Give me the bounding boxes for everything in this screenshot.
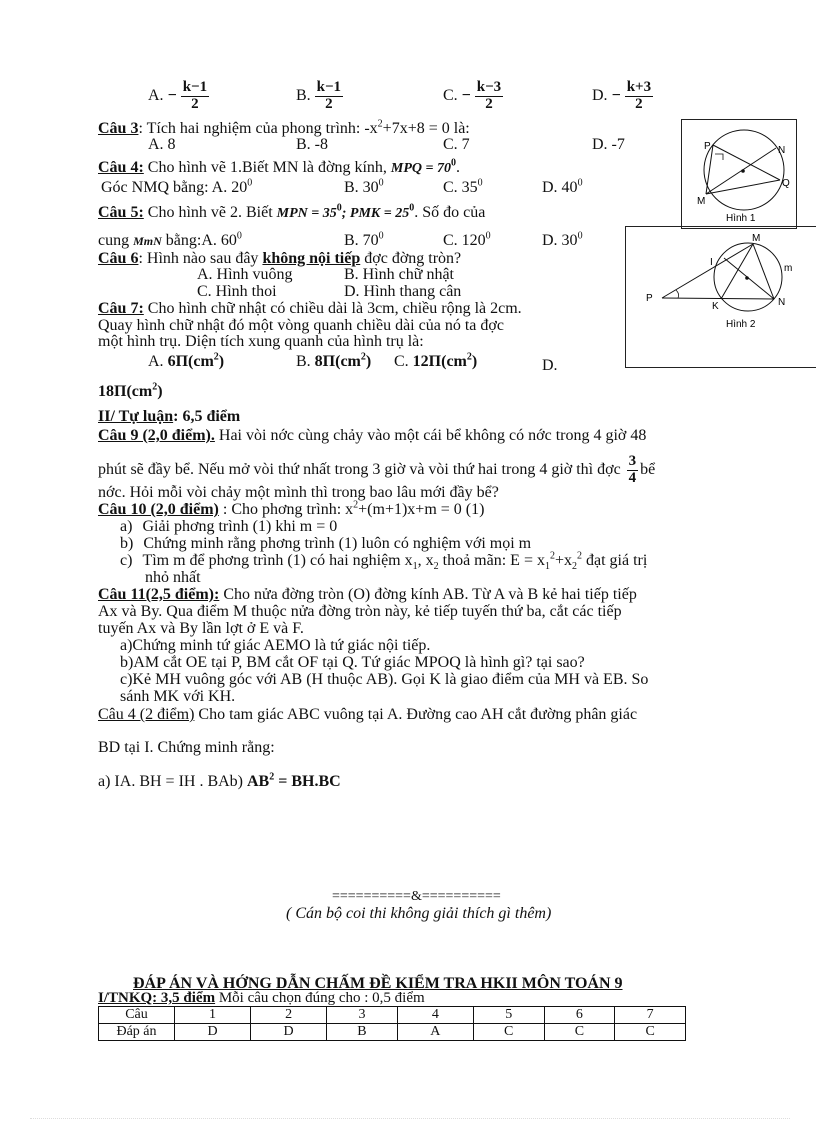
figure-1-diagram — [682, 120, 796, 228]
q9-line1: Câu 9 (2,0 điểm). Hai vòi nớc cùng chảy vào một cái bể không có nớc trong 4 giờ 48 — [98, 427, 647, 444]
q4b-items: a) IA. BH = IH . BAb) $AB^2 = BH.BC$ — [98, 771, 341, 790]
figure-1-caption: Hình 1 — [726, 213, 756, 224]
q3-option-b: B. -8 — [296, 136, 328, 153]
table-cell: 3 — [327, 1007, 398, 1024]
q11-line2: Ax và By. Qua điểm M thuộc nửa đờng tròn này, kẻ tiếp tuyến thứ ba, cắt các tiếp — [98, 603, 622, 620]
answer-title: ĐÁP ÁN VÀ HỚNG DẪN CHẤM ĐỀ KIỂM TRA HKII MÔN TOÁN 9 — [133, 975, 623, 992]
q4-options: Góc NMQ bằng: A. $20^0$ — [101, 177, 253, 196]
figure-1 — [681, 119, 797, 229]
figure-2-diagram — [626, 227, 816, 367]
table-cell: A — [397, 1024, 473, 1041]
q2-option-d: D. − $\frac{k+3}{2}$ — [592, 79, 652, 112]
label-m: M — [752, 233, 761, 244]
q7-line3: một hình trụ. Diện tích xung quanh của hình trụ là: — [98, 333, 424, 350]
table-cell: 2 — [251, 1007, 327, 1024]
fraction: $\frac{k-1}{2}$ — [316, 79, 342, 112]
q2-option-c: C. − $\frac{k-3}{2}$ — [443, 79, 502, 112]
label-m: M — [697, 196, 706, 207]
label-n: N — [778, 145, 786, 156]
q4-option-d: D. $40^0$ — [542, 177, 583, 196]
table-cell: 5 — [473, 1007, 544, 1024]
fraction: $\frac{k+3}{2}$ — [626, 79, 652, 112]
q7-option-a: A. $6\Pi(cm^2)$ — [148, 351, 225, 370]
q7-option-d: $18\Pi(cm^2)$ — [98, 381, 163, 400]
q5-option-d: D. $30^0$ — [542, 230, 583, 249]
q10-item-c: c) Tìm m để phơng trình (1) có hai nghiệm $x_1$, $x_2$ thoả mãn: $E = x_1^2+x_2^2$ đạt giá trị — [120, 550, 648, 573]
table-cell: C — [615, 1024, 686, 1041]
part2-heading: II/ Tự luận: 6,5 điểm — [98, 408, 241, 425]
q5-stem: Câu 5: Cho hình vẽ 2. Biết MPN = $35^0$; PMK = $25^0$. Số đo của — [98, 202, 486, 221]
table-cell: 6 — [544, 1007, 615, 1024]
table-header-cell: Đáp án — [99, 1024, 175, 1041]
table-cell: 1 — [175, 1007, 251, 1024]
q11-line3: tuyến Ax và By lần lợt ở E và F. — [98, 620, 304, 637]
answer-subtitle: I/TNKQ: 3,5 điểm Mỗi câu chọn đúng cho : 0,5 điểm — [98, 990, 425, 1006]
q4-stem: Câu 4: Cho hình vẽ 1.Biết MN là đờng kính, MPQ = $70^0$. — [98, 157, 460, 176]
q10-item-a: a) Giải phơng trình (1) khi m = 0 — [120, 518, 338, 535]
q11-item-a: a)Chứng minh tứ giác AEMO là tứ giác nội tiếp. — [120, 637, 431, 654]
q5-option-b: B. $70^0$ — [344, 230, 384, 249]
q3-option-c: C. 7 — [443, 136, 470, 153]
fraction: $\frac{k-3}{2}$ — [476, 79, 502, 112]
q11-item-b: b)AM cắt OE tại P, BM cắt OF tại Q. Tứ giác MPOQ là hình gì? tại sao? — [120, 654, 585, 671]
q2-option-b: B. $\frac{k-1}{2}$ — [296, 79, 342, 112]
fraction: $\frac{k-1}{2}$ — [182, 79, 208, 112]
q11-item-c: c)Kẻ MH vuông góc với AB (H thuộc AB). Gọi K là giao điểm của MH và EB. So — [120, 671, 649, 688]
q7-line1: Câu 7: Cho hình chữ nhật có chiều dài là 3cm, chiều rộng là 2cm. — [98, 300, 522, 317]
label-n: N — [778, 297, 786, 308]
q7-line2: Quay hình chữ nhật đó một vòng quanh chiều dài của nó ta đợc — [98, 317, 504, 334]
fraction: $\frac{3}{4}$ — [628, 453, 637, 486]
footer-note: ( Cán bộ coi thi không giải thích gì thêm) — [286, 905, 552, 922]
q9-line2: phút sẽ đầy bể. Nếu mở vòi thứ nhất trong 3 giờ và vòi thứ hai trong 4 giờ thì đợc $\frac{3}{4}$ bể — [98, 453, 656, 486]
label-p: P — [704, 141, 711, 152]
separator-line: ==========&========== — [332, 889, 501, 904]
q10-item-c-cont: nhỏ nhất — [145, 569, 201, 586]
q10-stem: Câu 10 (2,0 điểm) : Cho phơng trình: $x^2+(m+1)x+m = 0$ (1) — [98, 499, 485, 518]
table-cell: C — [473, 1024, 544, 1041]
table-cell: B — [327, 1024, 398, 1041]
page-bottom-divider — [30, 1118, 790, 1119]
q4-option-b: B. $30^0$ — [344, 177, 384, 196]
figure-2 — [625, 226, 816, 368]
q3-option-a: A. 8 — [148, 136, 176, 153]
q9-line3: nớc. Hỏi mỗi vòi chảy một mình thì trong bao lâu mới đầy bể? — [98, 484, 499, 501]
label-q: Q — [782, 178, 790, 189]
q5-option-c: C. $120^0$ — [443, 230, 491, 249]
q3-stem: Câu 3: Tích hai nghiệm của phong trình: $-x^2+7x+8 = 0$ là: — [98, 118, 470, 137]
q3-option-d: D. -7 — [592, 136, 625, 153]
q6-option-b: B. Hình chữ nhật — [344, 266, 454, 283]
table-cell: C — [544, 1024, 615, 1041]
q6-stem: Câu 6: Hình nào sau đây không nội tiếp đợc đờng tròn? — [98, 250, 462, 267]
table-cell: D — [251, 1024, 327, 1041]
q6-option-c: C. Hình thoi — [197, 283, 277, 300]
table-cell: 4 — [397, 1007, 473, 1024]
q4b-line2: BD tại I. Chứng minh rằng: — [98, 739, 275, 756]
label-p: P — [646, 293, 653, 304]
q6-option-d: D. Hình thang cân — [344, 283, 462, 300]
table-row — [99, 1007, 686, 1024]
q6-option-a: A. Hình vuông — [197, 266, 293, 283]
q10-item-b: b) Chứng minh rằng phơng trình (1) luôn có nghiệm với mọi m — [120, 535, 532, 552]
table-row — [99, 1024, 686, 1041]
table-header-cell: Câu — [99, 1007, 175, 1024]
q7-option-c: C. $12\Pi(cm^2)$ — [394, 351, 478, 370]
table-cell: 7 — [615, 1007, 686, 1024]
label-k: K — [712, 301, 719, 312]
answer-table — [98, 1006, 686, 1041]
q11-item-c-cont: sánh MK với KH. — [120, 688, 236, 705]
q5-options: cung MmN bằng:A. $60^0$ — [98, 230, 242, 249]
q4b-line1: Câu 4 (2 điểm) Cho tam giác ABC vuông tại A. Đường cao AH cắt đường phân giác — [98, 706, 638, 723]
figure-2-caption: Hình 2 — [726, 319, 756, 330]
label-arc-m: m — [784, 263, 793, 274]
q11-line1: Câu 11(2,5 điểm): Cho nửa đờng tròn (O) đờng kính AB. Từ A và B kẻ hai tiếp tiếp — [98, 586, 637, 603]
q7-option-b: B. $8\Pi(cm^2)$ — [296, 351, 372, 370]
q2-option-a: A. − $\frac{k-1}{2}$ — [148, 79, 208, 112]
label-i: I — [710, 257, 713, 268]
q4-option-c: C. $35^0$ — [443, 177, 483, 196]
q7-option-d-label: D. — [542, 357, 558, 374]
table-cell: D — [175, 1024, 251, 1041]
